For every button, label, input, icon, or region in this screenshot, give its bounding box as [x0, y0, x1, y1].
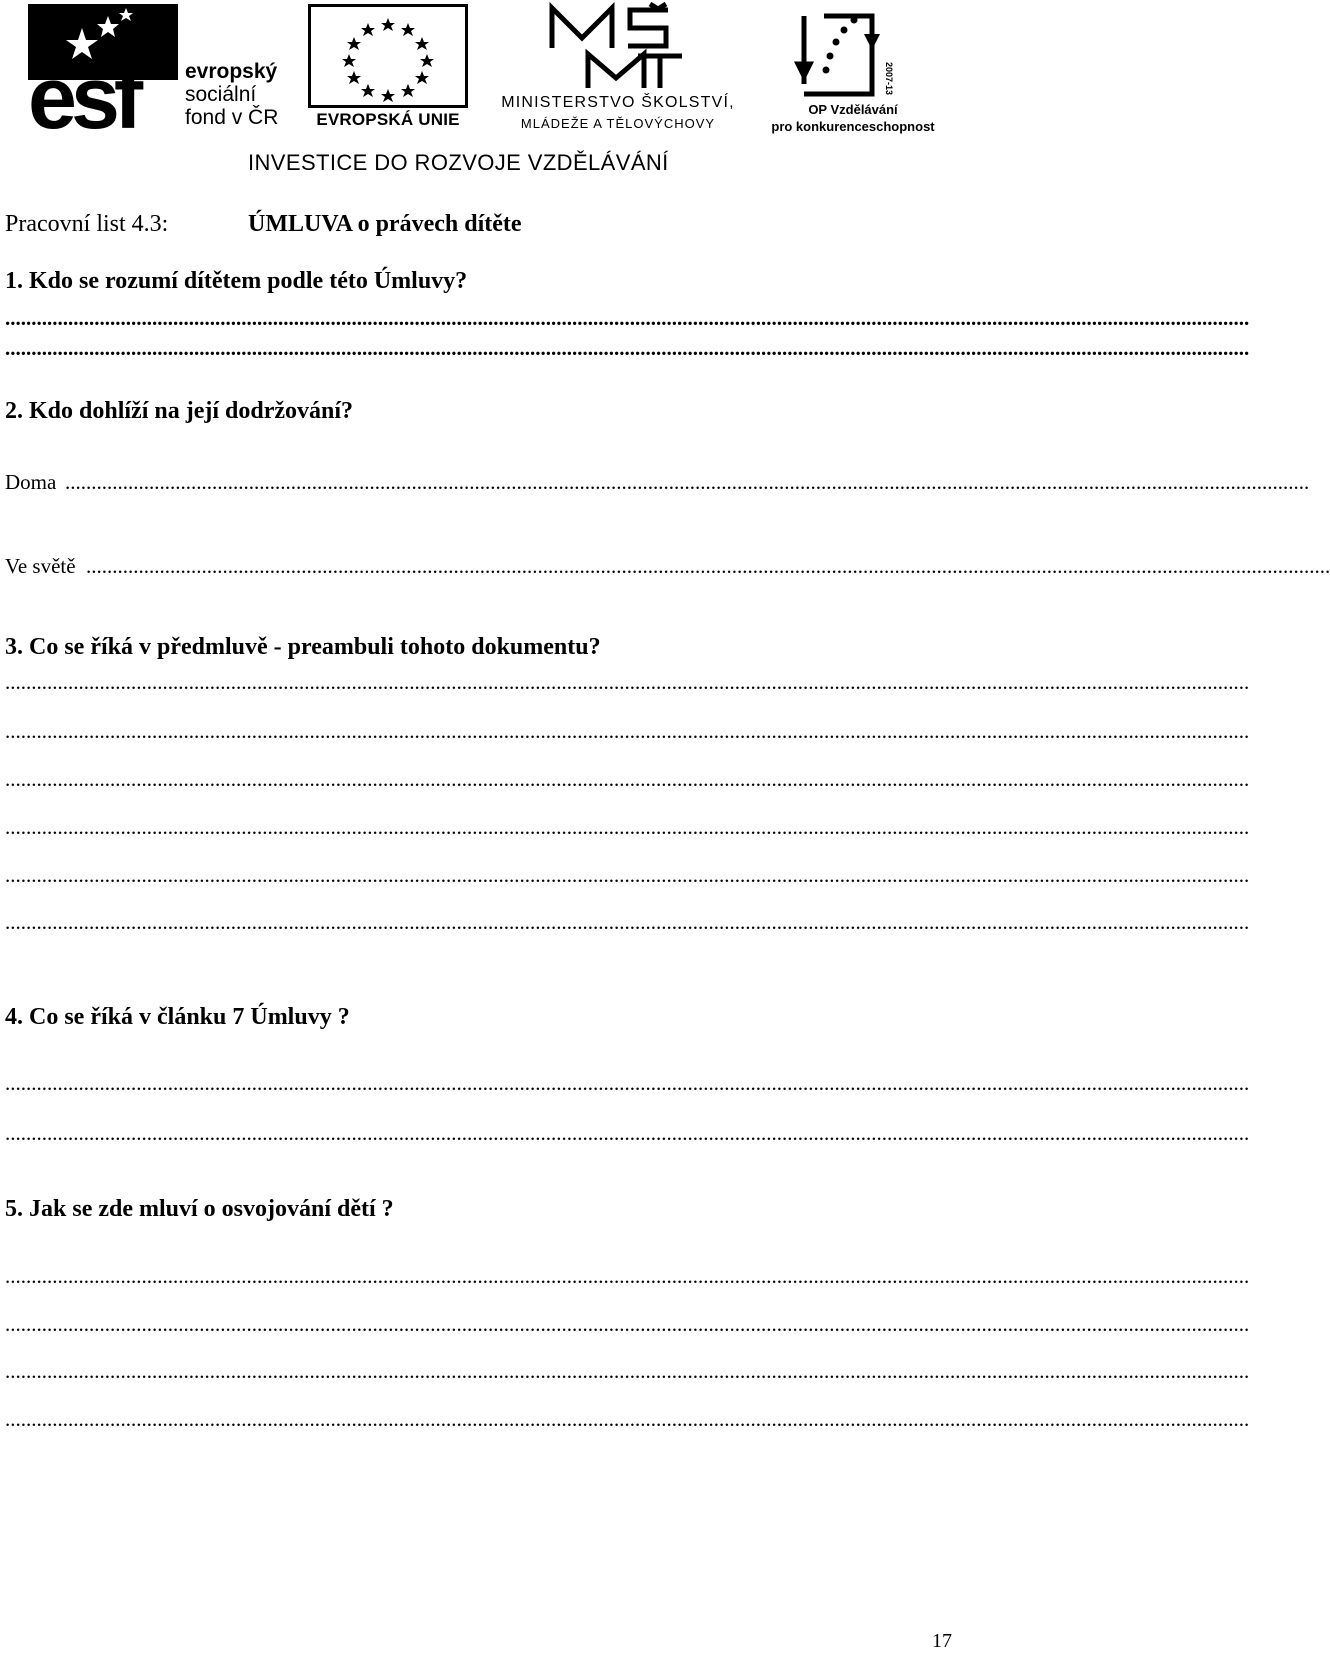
answer-line[interactable]: .............................................................................................................................................................................................................................................: [5, 1264, 1250, 1288]
op-years: 2007-13: [884, 62, 894, 96]
question-1: 1. Kdo se rozumí dítětem podle této Úmluvy?: [5, 268, 468, 294]
answer-line[interactable]: .............................................................................................................................................................................................................................................: [5, 306, 1250, 330]
ve-svete-label: Ve světě: [5, 554, 76, 578]
answer-line[interactable]: .............................................................................................................................................................................................................................................: [5, 670, 1250, 694]
worksheet-label: Pracovní list 4.3:: [5, 211, 169, 237]
answer-line[interactable]: .............................................................................................................................................................................................................................................: [5, 1359, 1250, 1383]
tagline: INVESTICE DO ROZVOJE VZDĚLÁVÁNÍ: [248, 150, 669, 175]
op-line-1: OP Vzdělávání: [808, 102, 898, 117]
op-line-2: pro konkurenceschopnost: [771, 119, 935, 134]
answer-line[interactable]: .............................................................................................................................................................................................................................................: [5, 719, 1250, 743]
msmt-line-2: MLÁDEŽE A TĚLOVÝCHOVY: [520, 116, 716, 131]
answer-line[interactable]: .............................................................................................................................................................................................................................................: [5, 863, 1250, 887]
page-number: 17: [932, 1630, 952, 1652]
answer-line[interactable]: .............................................................................................................................................................................................................................................: [5, 767, 1250, 791]
esf-line-1: evropský: [185, 60, 278, 83]
worksheet-title: ÚMLUVA o právech dítěte: [248, 211, 522, 237]
eu-logo: [308, 4, 468, 132]
doma-label: Doma: [5, 470, 57, 494]
answer-line[interactable]: .............................................................................................................................................................................................................................................: [5, 1071, 1250, 1095]
svg-text:esf: esf: [28, 48, 138, 147]
answer-line[interactable]: .............................................................................................................................................................................................................................................: [5, 1407, 1250, 1431]
answer-line[interactable]: .............................................................................................................................................................................................................................................: [5, 1312, 1250, 1336]
esf-line-2: sociální: [185, 83, 257, 106]
msmt-logo: [478, 4, 758, 134]
logo-strip: [0, 0, 960, 190]
answer-line[interactable]: .............................................................................................................................................................................................................................................: [86, 554, 1330, 578]
esf-logo: [28, 4, 288, 147]
question-2: 2. Kdo dohlíží na její dodržování?: [5, 398, 354, 424]
msmt-line-1: MINISTERSTVO ŠKOLSTVÍ,: [501, 94, 735, 111]
question-5: 5. Jak se zde mluví o osvojování dětí ?: [5, 1196, 394, 1222]
question-3: 3. Co se říká v předmluvě - preambuli tohoto dokumentu?: [5, 634, 601, 660]
answer-line[interactable]: .............................................................................................................................................................................................................................................: [5, 1121, 1250, 1145]
answer-row-svete: [5, 554, 76, 579]
question-4: 4. Co se říká v článku 7 Úmluvy ?: [5, 1004, 350, 1030]
answer-row-doma: [5, 470, 56, 495]
answer-line[interactable]: .............................................................................................................................................................................................................................................: [5, 336, 1250, 360]
esf-text: [185, 60, 278, 129]
esf-line-3: fond v ČR: [185, 106, 279, 129]
answer-line[interactable]: .............................................................................................................................................................................................................................................: [65, 470, 1310, 494]
esf-mark-icon: [28, 4, 178, 147]
answer-line[interactable]: .............................................................................................................................................................................................................................................: [5, 815, 1250, 839]
op-logo: [758, 4, 948, 134]
msmt-mark-icon: [548, 4, 688, 90]
eu-label: EVROPSKÁ UNIE: [316, 110, 460, 129]
op-mark-icon: [794, 4, 904, 100]
eu-flag-icon: [308, 4, 468, 108]
answer-line[interactable]: .............................................................................................................................................................................................................................................: [5, 910, 1250, 934]
